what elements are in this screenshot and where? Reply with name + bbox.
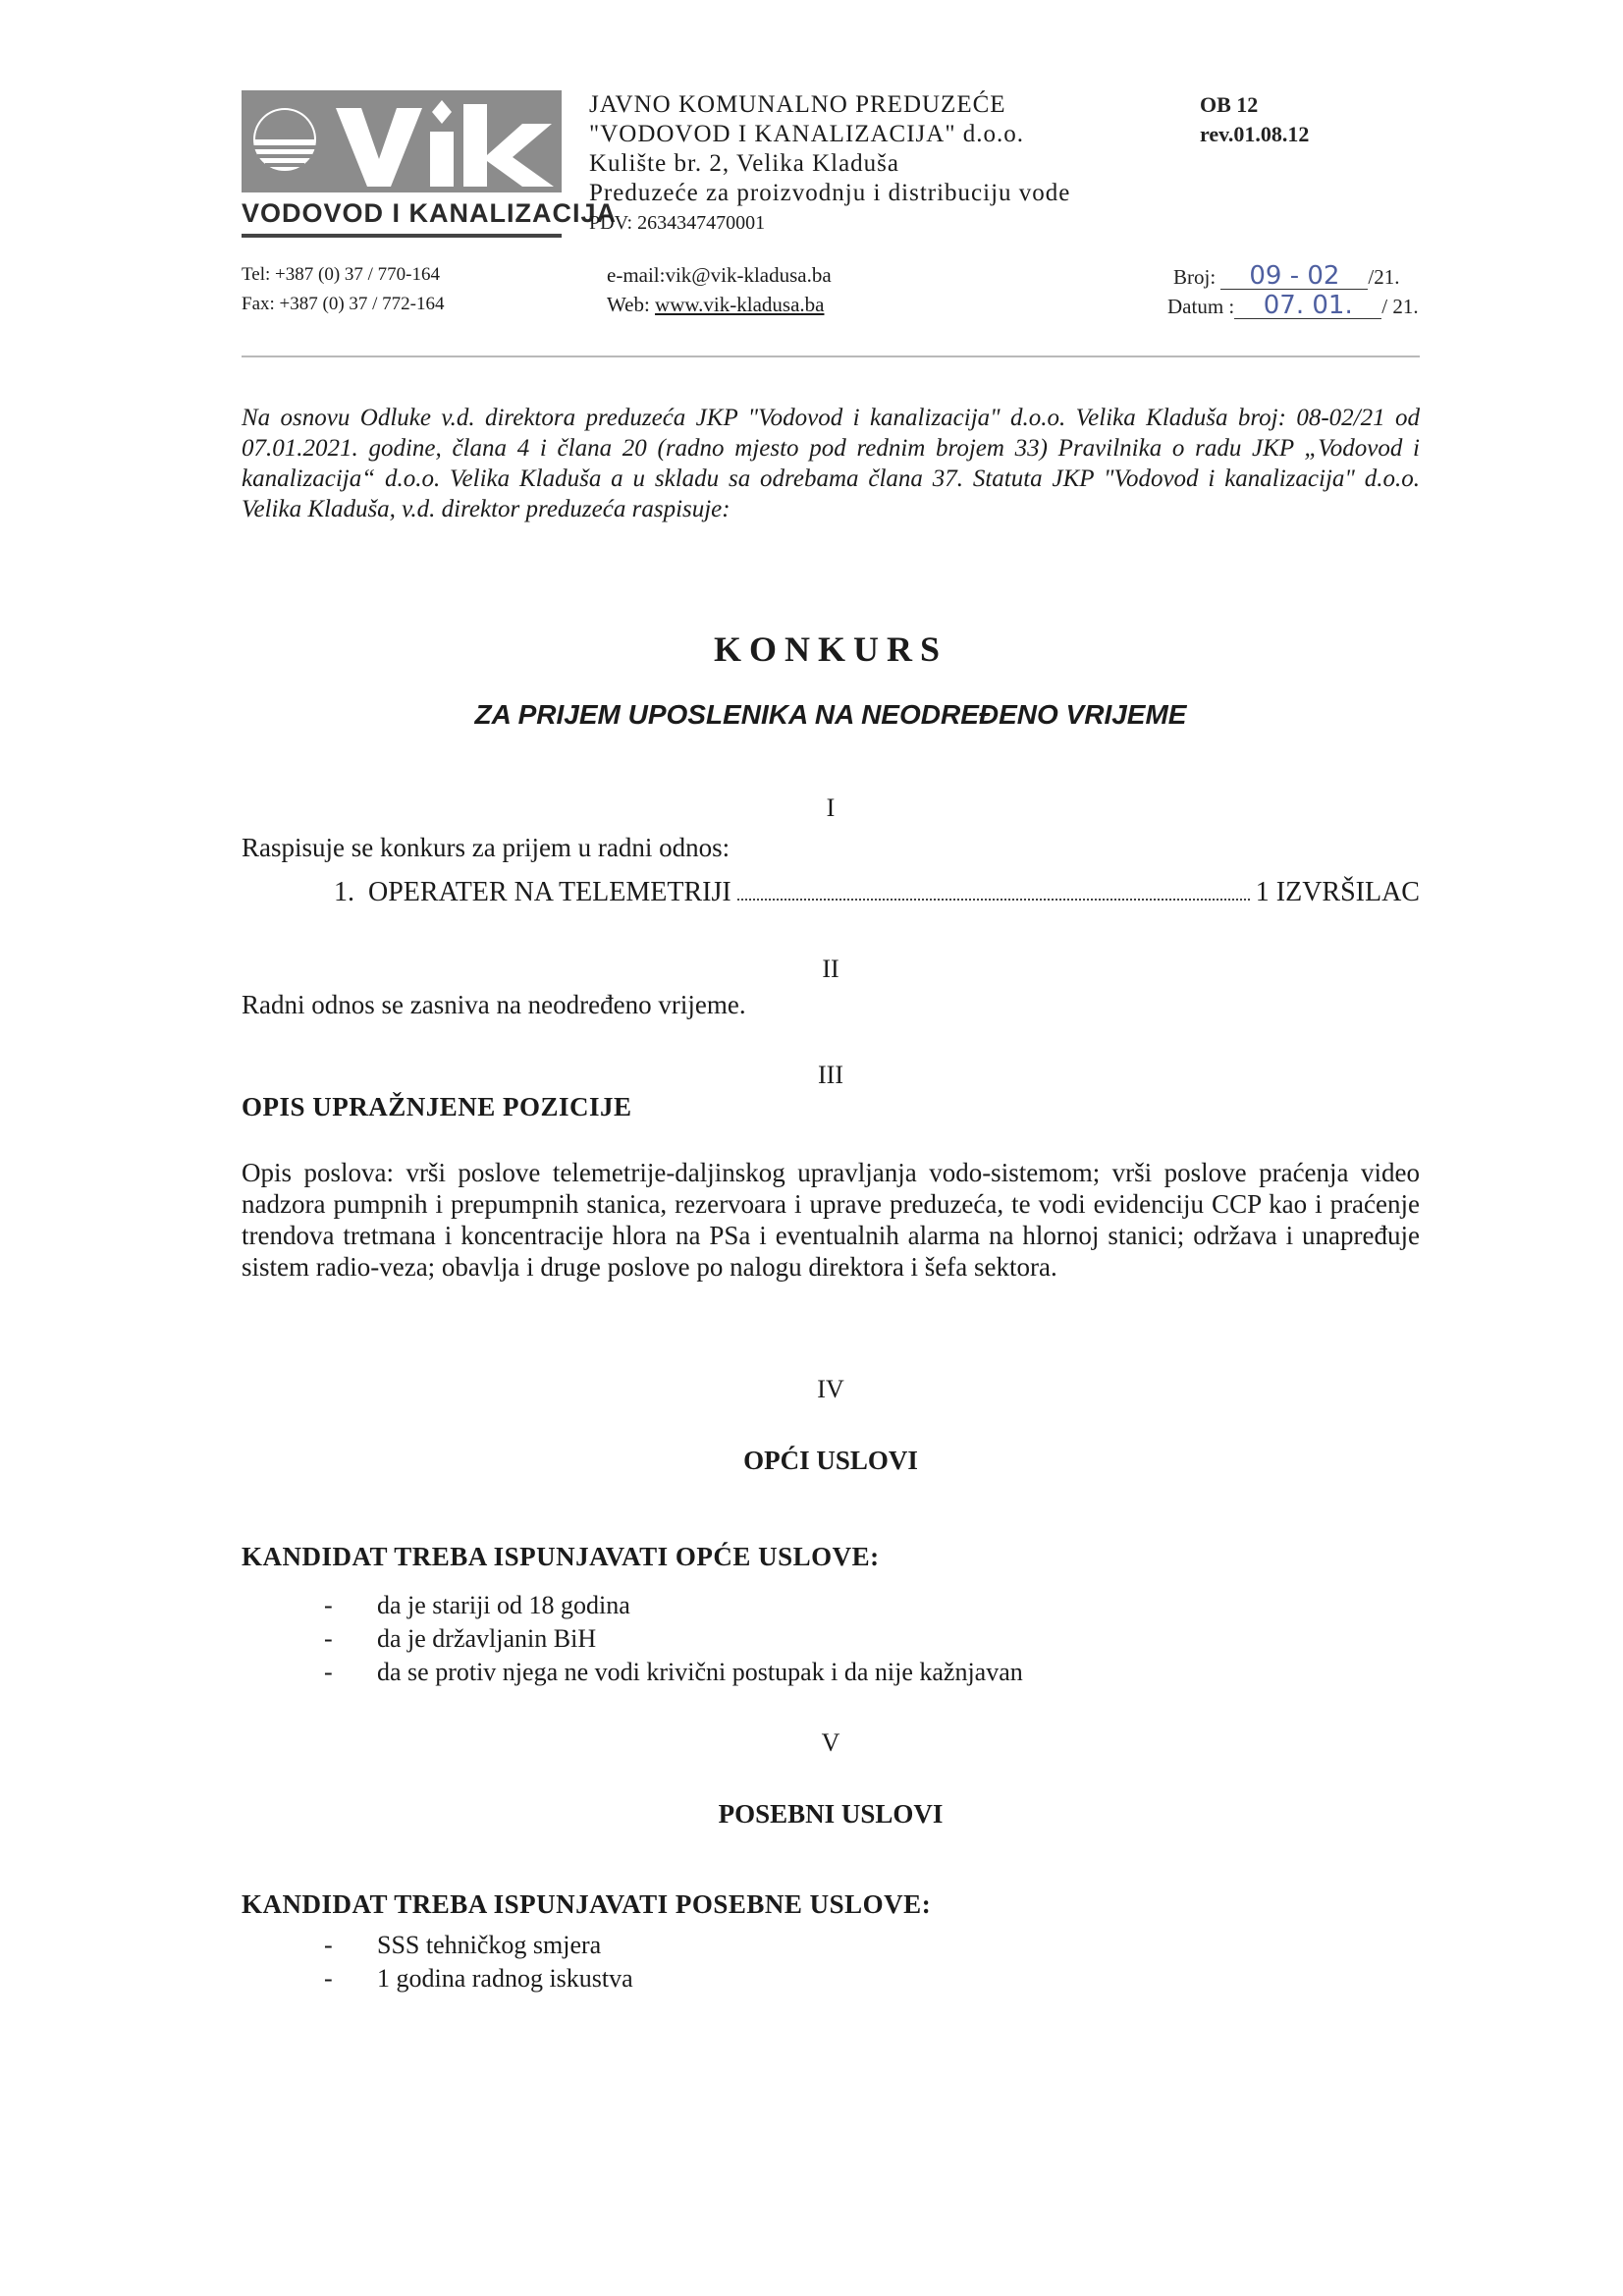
- section-2-text: Radni odnos se zasniva na neodređeno vrijeme.: [242, 990, 746, 1019]
- datum-label: Datum :: [1167, 295, 1235, 318]
- company-info: [589, 90, 1070, 238]
- bullet-marker: -: [324, 1591, 333, 1619]
- website-label: Web:: [607, 293, 656, 316]
- form-code: OB 12: [1200, 92, 1259, 117]
- logo-wordmark: VODOVOD I KANALIZACIJA: [242, 198, 618, 228]
- company-vat-number: PDV: 2634347470001: [589, 212, 766, 234]
- reference-number-field: [1173, 263, 1400, 290]
- fax-number: Fax: +387 (0) 37 / 772-164: [242, 294, 445, 314]
- list-item-text: 1 godina radnog iskustva: [377, 1964, 633, 1993]
- list-item: [324, 1929, 633, 1962]
- section-4-heading: OPĆI USLOVI: [743, 1446, 918, 1475]
- company-activity: Preduzeće za proizvodnju i distribuciju vode: [589, 180, 1071, 206]
- section-1-text: Raspisuje se konkurs za prijem u radni odnos:: [242, 833, 730, 862]
- list-item-text: SSS tehničkog smjera: [377, 1931, 602, 1959]
- company-website: [607, 293, 824, 317]
- section-5-subheading: KANDIDAT TREBA ISPUNJAVATI POSEBNE USLOVE:: [242, 1889, 932, 1919]
- list-item-text: da se protiv njega ne vodi krivični postupak i da nije kažnjavan: [377, 1658, 1023, 1686]
- list-item-text: da je državljanin BiH: [377, 1624, 597, 1653]
- broj-suffix: /21.: [1368, 265, 1400, 289]
- section-5-heading: POSEBNI USLOVI: [718, 1799, 944, 1829]
- vik-logo-mark: [242, 90, 562, 192]
- document-title: KONKURS: [713, 629, 948, 669]
- dot-leader: [737, 899, 1250, 901]
- list-item: [324, 1622, 1023, 1656]
- company-email: e-mail:vik@vik-kladusa.ba: [607, 263, 832, 287]
- website-link[interactable]: www.vik-kladusa.ba: [655, 293, 825, 316]
- bullet-marker: -: [324, 1658, 333, 1686]
- special-requirements-list: [324, 1929, 633, 1995]
- broj-label: Broj:: [1173, 265, 1217, 289]
- list-item: [324, 1962, 633, 1995]
- datum-handwritten: 07. 01.: [1234, 293, 1381, 319]
- bullet-marker: -: [324, 1624, 333, 1653]
- position-number: 1.: [334, 877, 354, 907]
- document-subtitle: ZA PRIJEM UPOSLENIKA NA NEODREĐENO VRIJEME: [474, 699, 1187, 730]
- section-4-numeral: IV: [817, 1375, 844, 1403]
- header-divider: [242, 355, 1420, 357]
- form-reference: [1200, 90, 1309, 149]
- datum-suffix: / 21.: [1381, 295, 1419, 318]
- company-line-2: "VODOVOD I KANALIZACIJA" d.o.o.: [589, 121, 1025, 147]
- broj-handwritten: 09 - 02: [1220, 263, 1368, 290]
- list-item: [324, 1589, 1023, 1622]
- position-name: OPERATER NA TELEMETRIJI: [368, 877, 731, 907]
- date-field: [1167, 293, 1419, 319]
- list-item: [324, 1656, 1023, 1689]
- phone-number: Tel: +387 (0) 37 / 770-164: [242, 264, 440, 285]
- section-5-numeral: V: [821, 1728, 840, 1757]
- section-3-numeral: III: [818, 1061, 843, 1089]
- list-item-text: da je stariji od 18 godina: [377, 1591, 630, 1619]
- bullet-marker: -: [324, 1964, 333, 1993]
- job-description: Opis poslova: vrši poslove telemetrije-daljinskog upravljanja vodo-sistemom; vrši poslove praćenja video nadzora pumpnih i prepumpnih stanica, rezervoara i uprave preduzeća, te vodi evidenciju CCP kao i praćenje trendova tretmana i koncentracije hlora na PSa i eventualnih alarma na hlornoj stanici; održava i unapređuje sistem radio-veza; obavlja i druge poslove po nalogu direktora i šefa sektora.: [242, 1158, 1420, 1282]
- general-requirements-list: [324, 1589, 1023, 1689]
- position-count: 1 IZVRŠILAC: [1255, 877, 1420, 907]
- section-3-heading: OPIS UPRAŽNJENE POZICIJE: [242, 1092, 632, 1121]
- logo-underline: [242, 234, 562, 238]
- company-address: Kulište br. 2, Velika Kladuša: [589, 150, 899, 177]
- company-logo: [242, 90, 618, 238]
- position-row: [334, 877, 1420, 908]
- bullet-marker: -: [324, 1931, 333, 1959]
- section-2-numeral: II: [822, 955, 839, 983]
- form-revision: rev.01.08.12: [1200, 122, 1310, 146]
- company-line-1: JAVNO KOMUNALNO PREDUZEĆE: [589, 91, 1006, 118]
- section-4-subheading: KANDIDAT TREBA ISPUNJAVATI OPĆE USLOVE:: [242, 1542, 880, 1571]
- intro-paragraph: Na osnovu Odluke v.d. direktora preduzeća JKP "Vodovod i kanalizacija" d.o.o. Velika Kladuša broj: 08-02/21 od 07.01.2021. godine, člana 4 i člana 20 (radno mjesto pod rednim brojem 33) Pravilnika o radu JKP „Vodovod i kanalizacija“ d.o.o. Velika Kladuša a u skladu sa odrebama člana 37. Statuta JKP "Vodovod i kanalizacija" d.o.o. Velika Kladuša, v.d. direktor preduzeća raspisuje:: [242, 405, 1420, 522]
- section-1-numeral: I: [826, 793, 836, 822]
